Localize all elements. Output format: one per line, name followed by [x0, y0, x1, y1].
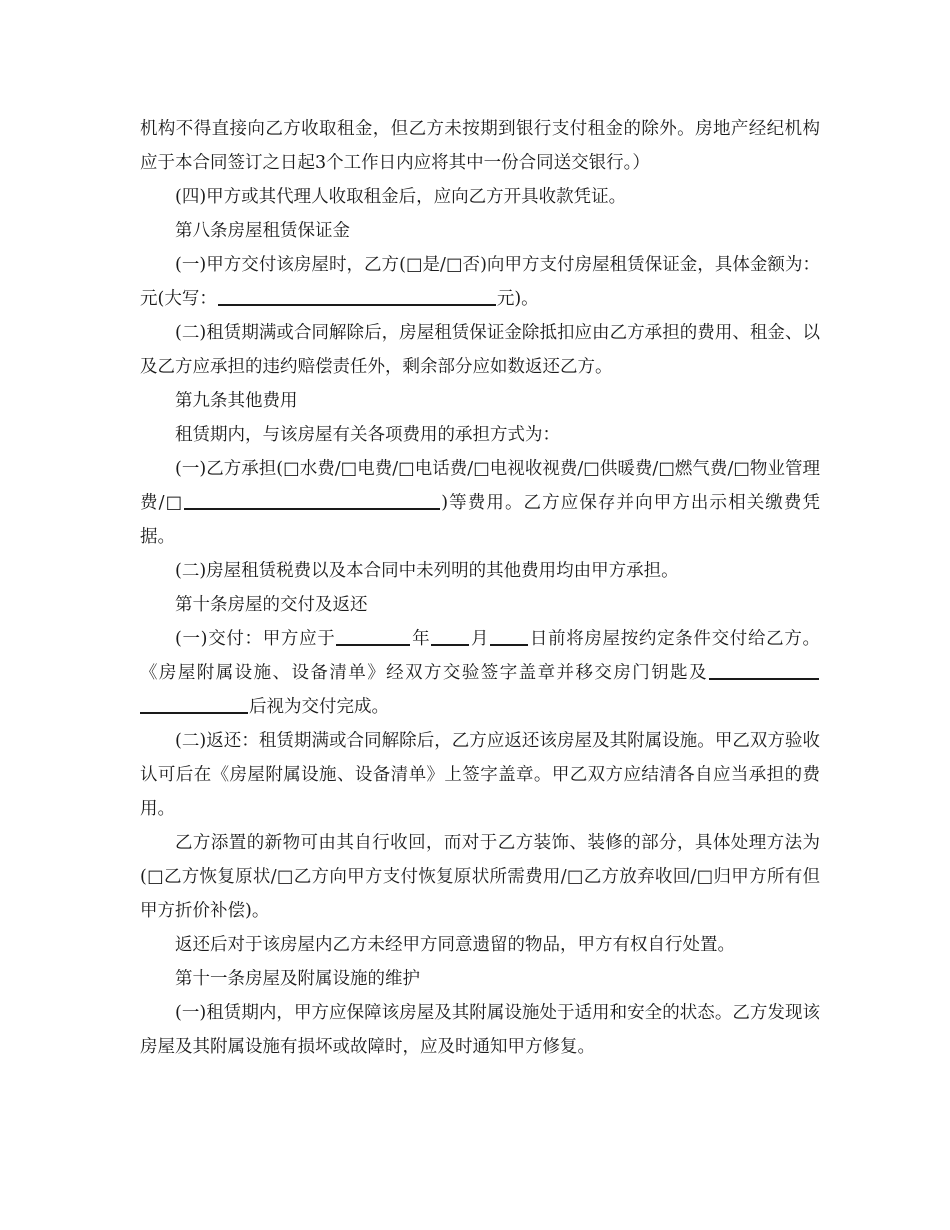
paragraph-renovation: 乙方添置的新物可由其自行收回，而对于乙方装饰、装修的部分，具体处理方法为(□乙方恢复原状/□乙方向甲方支付恢复原状所需费用/□乙方放弃收回/□归甲方所有但甲方折价补偿)。 [140, 833, 820, 921]
blank-delivery-month[interactable] [431, 624, 469, 646]
deposit-text-before: (一)甲方交付该房屋时，乙方(□是/□否)向甲方支付房屋租赁保证金，具体金额为：元(大写： [140, 255, 820, 309]
blank-deposit-amount-uppercase[interactable] [218, 284, 496, 306]
paragraph-fee-intro: 租赁期内，与该房屋有关各项费用的承担方式为： [175, 425, 560, 445]
blank-delivery-day[interactable] [490, 624, 528, 646]
blank-delivery-year[interactable] [336, 624, 410, 646]
delivery-text-month: 月 [470, 629, 490, 649]
fees-text-before: (一)乙方承担(□水费/□电费/□电话费/□电视收视费/□供暖费/□燃气费/□物业管理费/□ [140, 459, 820, 513]
heading-article-8: 第八条房屋租赁保证金 [175, 221, 350, 241]
paragraph-bank-clause: 机构不得直接向乙方收取租金，但乙方未按期到银行支付租金的除外。房地产经纪机构应于本合同签订之日起3个工作日内应将其中一份合同送交银行。） [140, 119, 820, 173]
delivery-text-a: (一)交付：甲方应于 [175, 629, 336, 649]
contract-body [140, 112, 820, 1064]
paragraph-deposit-amount [140, 248, 820, 316]
paragraph-receipt: (四)甲方或其代理人收取租金后，应向乙方开具收款凭证。 [175, 187, 627, 207]
paragraph-maintenance: (一)租赁期内，甲方应保障该房屋及其附属设施处于适用和安全的状态。乙方发现该房屋及其附属设施有损坏或故障时，应及时通知甲方修复。 [140, 1003, 820, 1057]
paragraph-return: (二)返还：租赁期满或合同解除后，乙方应返还该房屋及其附属设施。甲乙双方验收认可后在《房屋附属设施、设备清单》上签字盖章。甲乙双方应结清各自应当承担的费用。 [140, 731, 820, 819]
deposit-text-after: 元)。 [496, 289, 539, 309]
paragraph-landlord-fees: (二)房屋租赁税费以及本合同中未列明的其他费用均由甲方承担。 [175, 561, 679, 581]
blank-other-fees[interactable] [184, 488, 440, 510]
paragraph-delivery [140, 622, 820, 724]
delivery-text-year: 年 [411, 629, 431, 649]
paragraph-deposit-return: (二)租赁期满或合同解除后，房屋租赁保证金除抵扣应由乙方承担的费用、租金、以及乙方应承担的违约赔偿责任外，剩余部分应如数返还乙方。 [140, 323, 820, 377]
blank-delivery-items-1[interactable] [709, 658, 819, 680]
paragraph-left-items: 返还后对于该房屋内乙方未经甲方同意遗留的物品，甲方有权自行处置。 [175, 935, 735, 955]
heading-article-11: 第十一条房屋及附属设施的维护 [175, 969, 420, 989]
fees-text-after: )等费用。乙方应保存并向甲方出示相关缴费凭据。 [140, 493, 821, 547]
blank-delivery-items-2[interactable] [140, 692, 248, 714]
paragraph-tenant-fees [140, 452, 820, 554]
heading-article-9: 第九条其他费用 [175, 391, 298, 411]
delivery-text-b: 日前将房屋按约定条件交付给乙方。《房屋附属设施、设备清单》经双方交验签字盖章并移交房门钥匙及 [140, 629, 821, 683]
delivery-text-c: 后视为交付完成。 [249, 697, 389, 717]
heading-article-10: 第十条房屋的交付及返还 [175, 595, 368, 615]
